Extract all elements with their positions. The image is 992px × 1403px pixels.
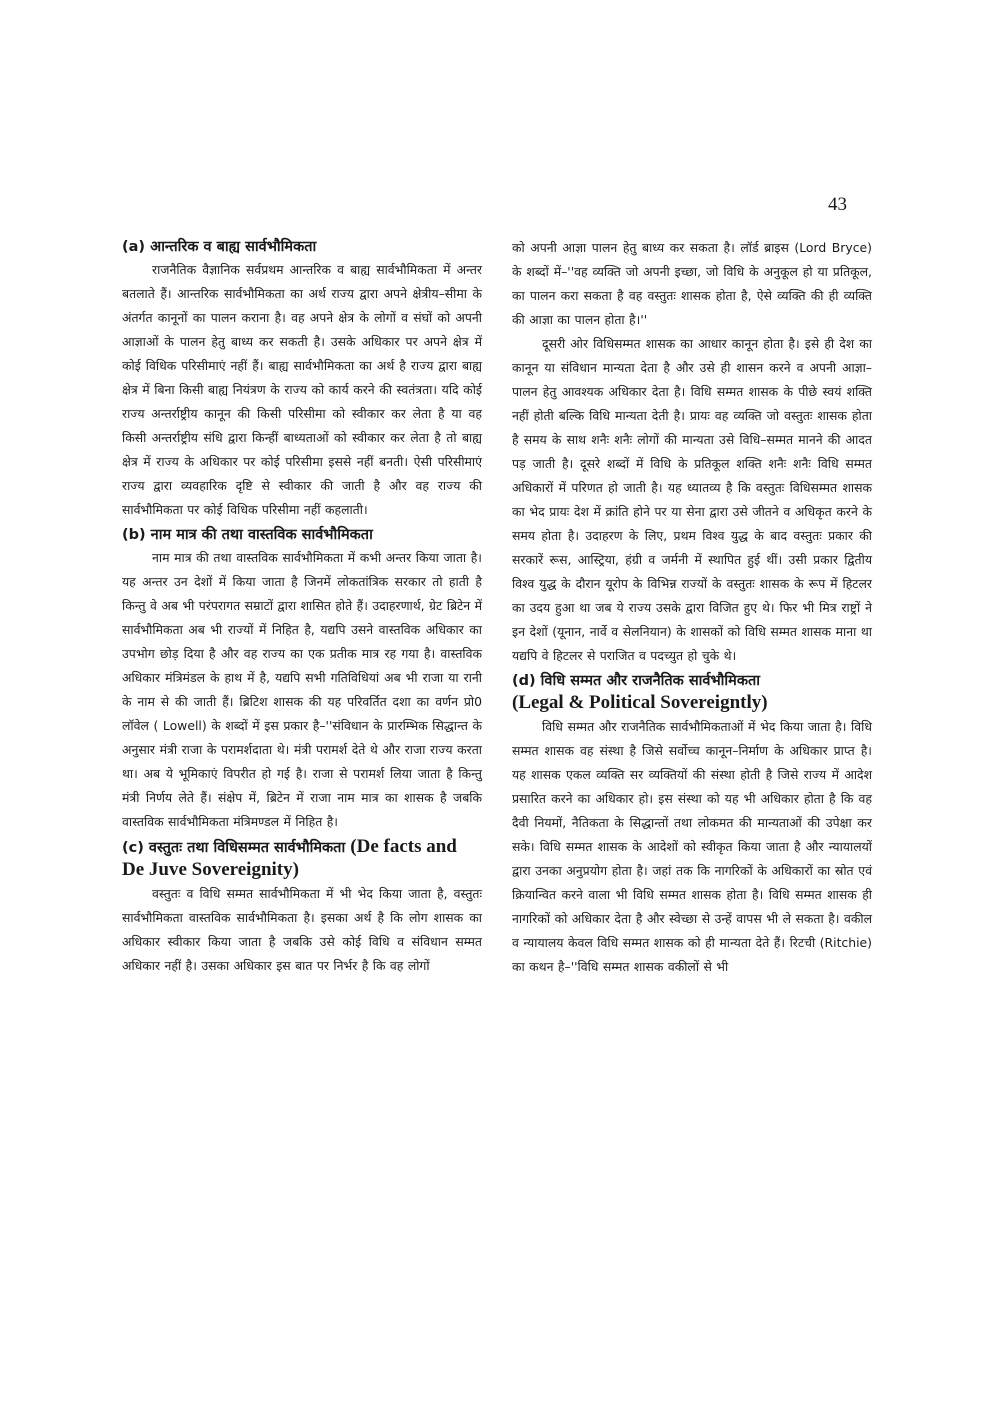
- heading-d: [512, 670, 872, 715]
- paragraph-continued: को अपनी आज्ञा पालन हेतु बाध्य कर सकता है। लॉर्ड ब्राइस (Lord Bryce) के शब्दों में–''वह व्यक्ति जो अपनी इच्छा, जो विधि के अनुकूल हो या प्रतिकूल, का पालन करा सकता है वह वस्तुतः शासक होता है, ऐसे व्यक्ति की ही व्यक्ति की आज्ञा का पालन होता है।'': [512, 240, 872, 327]
- paragraph-de-jure: दूसरी ओर विधिसम्मत शासक का आधार कानून होता है। इसे ही देश का कानून या संविधान मान्यता देता है और उसे ही शासन करने व अपनी आज्ञा–पालन हेतु आवश्यक अधिकार देता है। विधि सम्मत शासक के पीछे स्वयं शक्ति नहीं होती बल्कि विधि मान्यता देती है। प्रायः वह व्यक्ति जो वस्तुतः शासक होता है समय के साथ शनैः शनैः लोगों की मान्यता उसे विधि–सम्मत मानने की आदत पड़ जाती है। दूसरे शब्दों में विधि के प्रतिकूल शक्ति शनैः शनैः विधि सम्मत अधिकारों में परिणत हो जाती है। यह ध्यातव्य है कि वस्तुतः विधिसम्मत शासक का भेद प्रायः देश में क्रांति होने पर या सेना द्वारा उसे जीतने व अधिकृत करने के समय होता है। उदाहरण के लिए, प्रथम विश्व युद्ध के बाद वस्तुतः प्रकार की सरकारें रूस, आस्ट्रिया, हंग्री व जर्मनी में स्थापित हुई थीं। उसी प्रकार द्वितीय विश्व युद्ध के दौरान यूरोप के विभिन्न राज्यों के वस्तुतः शासक के रूप में हिटलर का उदय हुआ था जब ये राज्य उसके द्वारा विजित हुए थे। फिर भी मित्र राष्ट्रों ने इन देशों (यूनान, नार्वे व सेलनियान) के शासकों को विधि सम्मत शासक माना था यद्यपि वे हिटलर से पराजित व पदच्युत हो चुके थे।: [512, 336, 872, 663]
- paragraph-a: राजनैतिक वैज्ञानिक सर्वप्रथम आन्तरिक व बाह्य सार्वभौमिकता में अन्तर बतलाते हैं। आन्तरिक सार्वभौमिकता का अर्थ राज्य द्वारा अपने क्षेत्रीय–सीमा के अंतर्गत कानूनों का पालन कराना है। वह अपने क्षेत्र के लोगों व संघों को अपनी आज्ञाओं के पालन हेतु बाध्य कर सकती है। उसके अधिकार पर अपने क्षेत्र में कोई विधिक परिसीमाएं नहीं हैं। बाह्य सार्वभौमिकता का अर्थ है राज्य द्वारा बाह्य क्षेत्र में बिना किसी बाह्य नियंत्रण के राज्य को कार्य करने की स्वतंत्रता। यदि कोई राज्य अन्तर्राष्ट्रीय कानून की किसी परिसीमा को स्वीकार कर लेता है या वह किसी अन्तर्राष्ट्रीय संधि द्वारा किन्हीं बाध्यताओं को स्वीकार कर लेता है तो बाह्य क्षेत्र में राज्य के अधिकार पर कोई परिसीमा इससे नहीं बनती। ऐसी परिसीमाएं राज्य द्वारा व्यवहारिक दृष्टि से स्वीकार की जाती है और वह राज्य की सार्वभौमिकता पर कोई विधिक परिसीमा नहीं कहलाती।: [122, 262, 482, 517]
- heading-b: (b) नाम मात्र की तथा वास्तविक सार्वभौमिकता: [122, 527, 373, 543]
- heading-c-hindi: (c) वस्तुतः तथा विधिसम्मत सार्वभौमिकता: [122, 840, 346, 856]
- right-column: [512, 236, 872, 979]
- heading-a: (a) आन्तरिक व बाह्य सार्वभौमिकता: [122, 239, 317, 255]
- heading-c: [122, 836, 482, 882]
- page-number: 43: [828, 194, 847, 215]
- heading-d-latin: (Legal & Political Sovereigntly): [512, 692, 768, 713]
- paragraph-c: वस्तुतः व विधि सम्मत सार्वभौमिकता में भी भेद किया जाता है, वस्तुतः सार्वभौमिकता वास्तविक सार्वभौमिकता है। इसका अर्थ है कि लोग शासक का अधिकार स्वीकार किया जाता है जबकि उसे कोई विधि व संविधान सम्मत अधिकार नहीं है। उसका अधिकार इस बात पर निर्भर है कि वह लोगों: [122, 886, 482, 973]
- heading-d-hindi: (d) विधि सम्मत और राजनैतिक सार्वभौमिकता: [512, 673, 761, 689]
- paragraph-b: नाम मात्र की तथा वास्तविक सार्वभौमिकता में कभी अन्तर किया जाता है। यह अन्तर उन देशों में किया जाता है जिनमें लोकतांत्रिक सरकार तो हाती है किन्तु वे अब भी परंपरागत सम्राटों द्वारा शासित होते हैं। उदाहरणार्थ, ग्रेट ब्रिटेन में सार्वभौमिकता अब भी राज्यों में निहित है, यद्यपि उसने वास्तविक अधिकार का उपभोग छोड़ दिया है और वह राज्य का एक प्रतीक मात्र रह गया है। वास्तविक अधिकार मंत्रिमंडल के हाथ में है, यद्यपि सभी गतिविधियां अब भी राजा या रानी के नाम से की जाती हैं। ब्रिटिश शासक की यह परिवर्तित दशा का वर्णन प्रो0 लॉवेल ( Lowell) के शब्दों में इस प्रकार है–''संविधान के प्रारम्भिक सिद्धान्त के अनुसार मंत्री राजा के परामर्शदाता थे। मंत्री परामर्श देते थे और राजा राज्य करता था। अब ये भूमिकाएं विपरीत हो गई है। राजा से परामर्श लिया जाता है किन्तु मंत्री निर्णय लेते हैं। संक्षेप में, ब्रिटेन में राजा नाम मात्र का शासक है जबकि वास्तविक सार्वभौमिकता मंत्रिमण्डल में निहित है।: [122, 550, 482, 829]
- paragraph-d: विधि सम्मत और राजनैतिक सार्वभौमिकताओं में भेद किया जाता है। विधि सम्मत शासक वह संस्था है जिसे सर्वोच्च कानून–निर्माण के अधिकार प्राप्त है। यह शासक एकल व्यक्ति सर व्यक्तियों की संस्था होती है जिसे राज्य में आदेश प्रसारित करने का अधिकार हो। इस संस्था को यह भी अधिकार होता है कि वह दैवी नियमों, नैतिकता के सिद्धान्तों तथा लोकमत की मान्यताओं की उपेक्षा कर सके। विधि सम्मत शासक के आदेशों को स्वीकृत किया जाता है और न्यायालयों द्वारा उनका अनुप्रयोग होता है। जहां तक कि नागरिकों के अधिकारों का स्रोत एवं क्रियान्वित करने वाला भी विधि सम्मत शासक होता है। विधि सम्मत शासक ही नागरिकों को अधिकार देता है और स्वेच्छा से उन्हें वापस भी ले सकता है। वकील व न्यायालय केवल विधि सम्मत शासक को ही मान्यता देते हैं। रिटची (Ritchie) का कथन है–''विधि सम्मत शासक वकीलों से भी: [512, 719, 872, 974]
- heading-c-latin: (De facts and De Juve Sovereignity): [122, 836, 457, 880]
- left-column: [122, 236, 482, 978]
